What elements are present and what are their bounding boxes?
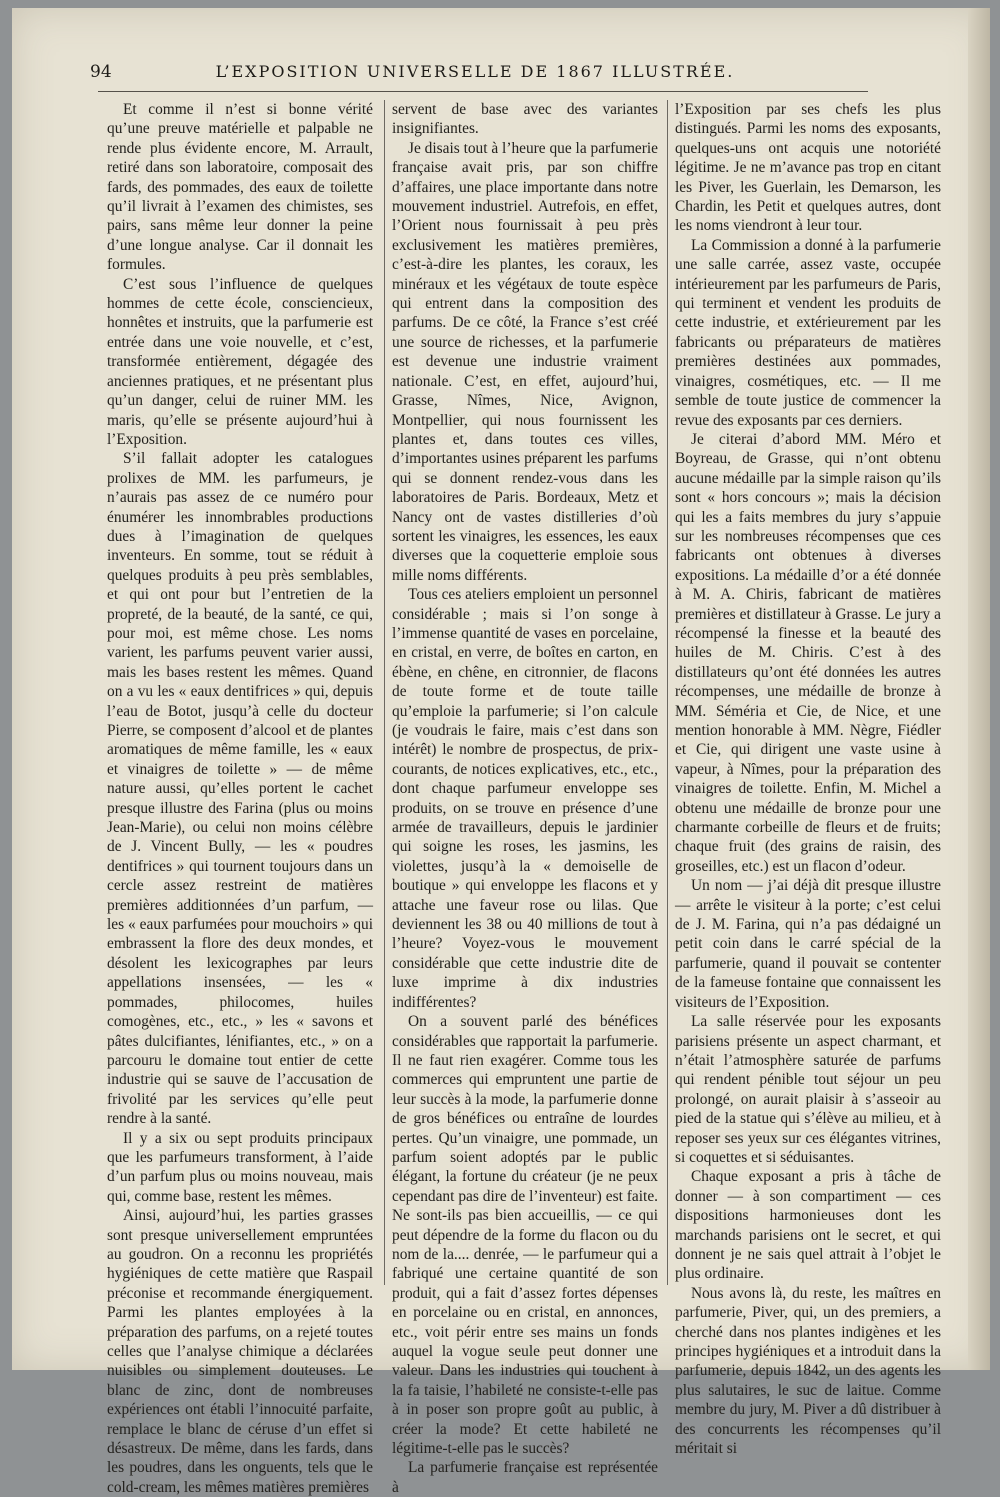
paragraph: Chaque exposant a pris à tâche de donner — à son compartiment — ces dispositions harmonieuses dont les marchands parisiens ont le secret, et qui donnent je ne sais quel attrait à l’objet le plus ordinaire. <box>675 1168 941 1283</box>
text-column-2 <box>392 100 659 1496</box>
paragraph-continuation: l’Exposition par ses chefs les plus distingués. Parmi les noms des exposants, quelques-uns ont acquis une notoriété légitime. Je ne m’avance pas trop en citant les Piver, les Guerlain, les Demarson, les Chardin, les Petit et quelques autres, dont les noms viendront à leur tour. <box>675 101 941 235</box>
page-header <box>90 62 860 86</box>
paragraph: La salle réservée pour les exposants parisiens présente un aspect charmant, et n’était l’atmosphère saturée de parfums qui rendent pénible tout séjour un peu prolongé, on aurait plaisir à s’asseoir au pied de la statue qui s’élève au milieu, et à reposer ses yeux sur ces élégantes vitrines, si coquettes et si séduisantes. <box>675 1013 941 1166</box>
text-column-3 <box>675 100 941 1458</box>
text-column-1 <box>107 100 373 1496</box>
page-edge <box>968 8 990 1370</box>
column-divider <box>667 100 668 1285</box>
paragraph: Je citerai d’abord MM. Méro et Boyreau, de Grasse, qui n’ont obtenu aucune médaille par la simple raison qu’ils sont « hors concours »; mais la décision qui les a faits membres du jury s’appuie sur les nombreuses récompenses que ces fabricants ont obtenues à diverses expositions. La médaille d’or a été donnée à M. A. Chiris, fabricant de matières premières et distillateur à Grasse. Le jury a récompensé la finesse et la beauté des huiles de M. Chiris. C’est à des distillateurs qu’ont été données les autres récompenses, une médaille de bronze à MM. Séméria et Cie, de Nice, et une mention honorable à MM. Nègre, Fiédler et Cie, qui dirigent une vaste usine à vapeur, à Nîmes, pour la préparation des vinaigres de toilette. Enfin, M. Michel a obtenu une médaille de bronze pour une charmante corbeille de fleurs et de fruits; chaque fruit (des grains de raisin, des groseilles, etc.) est un flacon d’odeur. <box>675 430 941 875</box>
paragraph: S’il fallait adopter les catalogues prolixes de MM. les parfumeurs, je n’aurais pas assez de ce numéro pour énumérer les innombrables productions dues à l’imagination de quelques inventeurs. En somme, tout se réduit à quelques produits à peu près semblables, et qui ont pour but l’entretien de la propreté, de la beauté, de la santé, ce qui, pour moi, est même chose. Les noms varient, les parfums peuvent varier aussi, mais les bases restent les mêmes. Quand on a vu les « eaux dentifrices » qui, depuis l’eau de Botot, jusqu’à celle du docteur Pierre, se composent d’alcool et de plantes aromatiques de même famille, les « eaux et vinaigres de toilette » — de même nature aussi, qu’elles portent le cachet presque illustre des Farina (plus ou moins Jean-Marie), ou celui non moins célèbre de J. Vincent Bully, — les « poudres dentifrices » qui tournent toujours dans un cercle assez restreint de matières premières additionnées d’un parfum, — les « eaux parfumées pour mouchoirs » qui embrassent la flore des deux mondes, et désolent les lexicographes par leurs appellations insensées, — les « pommades, philocomes, huiles comogènes, etc., etc., » les « savons et pâtes dulcifiantes, lénifiantes, etc., » on a parcouru le domaine tout entier de cette industrie qui se sauve de l’accusation de frivolité par les services qu’elle peut rendre à la santé. <box>107 450 373 1128</box>
paragraph: Je disais tout à l’heure que la parfumerie française avait pris, par son chiffre d’affaires, une place importante dans notre mouvement industriel. Autrefois, en effet, l’Orient nous fournissait à peu près exclusivement les matières premières, c’est-à-dire les plantes, les coraux, les minéraux et les végétaux de toute espèce qui entrent dans la composition des parfums. De ce côté, la France s’est créé une source de richesses, et la parfumerie est devenue une industrie vraiment nationale. C’est, en effet, aujourd’hui, Grasse, Nîmes, Nice, Avignon, Montpellier, qui nous fournissent les plantes et, dans toutes ces villes, d’importantes usines préparent les parfums qui se donnent rendez-vous dans les laboratoires de Paris. Bordeaux, Metz et Nancy ont de vastes distilleries d’où sortent les vinaigres, les essences, les eaux diverses que la coquetterie emploie sous mille noms différents. <box>392 139 659 584</box>
paragraph: Tous ces ateliers emploient un personnel considérable ; mais si l’on songe à l’immense quantité de vases en porcelaine, en cristal, en verre, de boîtes en carton, en ébène, en chêne, en citronnier, de flacons de toute forme et de toute taille qu’emploie la parfumerie; si l’on calcule (je voudrais le faire, mais c’est dans son intérêt) le nombre de prospectus, de prix-courants, de notices explicatives, etc., etc., dont chaque parfumeur enveloppe ses produits, on se trouve en présence d’une armée de travailleurs, depuis le jardinier qui soigne les roses, les jasmins, les violettes, jusqu’à la « demoiselle de boutique » qui enveloppe les flacons et y attache une faveur rose ou lilas. Que deviennent les 38 ou 40 millions de tout à l’heure? Voyez-vous le mouvement considérable que cette industrie dite de luxe imprime à dix industries indifférentes? <box>392 586 658 1011</box>
paragraph: On a souvent parlé des bénéfices considérables que rapportait la parfumerie. Il ne faut rien exagérer. Comme tous les commerces qui empruntent une partie de leur succès à la mode, la parfumerie donne de gros bénéfices ou entraîne de lourdes pertes. Qu’un vinaigre, une pommade, un parfum soient adoptés par le public élégant, la fortune du créateur (je ne peux cependant pas dire de l’inventeur) est faite. Ne sont-ils pas bien accueillis, — ce qui peut dépendre de la forme du flacon ou du nom de la.... denrée, — le parfumeur qui a fabriqué une certaine quantité de son produit, qui a fait d’assez fortes dépenses en porcelaine ou en cristal, en annonces, etc., voit périr entre ses mains un fonds auquel la vogue seule peut donner une valeur. Dans les industries qui touchent à la fa taisie, l’habileté ne consiste-t-elle pas à in poser son propre goût au public, à créer la mode? Et cette habileté ne légitime-t-elle pas le succès? <box>392 1013 658 1458</box>
page-number: 94 <box>90 62 112 82</box>
paragraph: Ainsi, aujourd’hui, les parties grasses sont presque universellement empruntées au goudron. On a reconnu les propriétés hygiéniques de cette matière que Raspail préconise et recommande énergiquement. Parmi les plantes employées à la préparation des parfums, on a rejeté toutes celles que l’analyse chimique a déclarées nuisibles ou simplement douteuses. Le blanc de zinc, dont de nombreuses expériences ont établi l’innocuité parfaite, remplace le blanc de céruse d’un effet si désastreux. De même, dans les fards, dans les poudres, dans les onguents, tels que le cold-cream, les mêmes matières premières <box>107 1207 373 1496</box>
running-title: L’EXPOSITION UNIVERSELLE DE 1867 ILLUSTRÉE. <box>215 62 735 81</box>
paragraph: Un nom — j’ai déjà dit presque illustre — arrête le visiteur à la porte; c’est celui de J. M. Farina, qui n’a pas dédaigné un petit coin dans le carré spécial de la parfumerie, quand il pouvait se contenter de la fameuse fontaine que connaissent les visiteurs de l’Exposition. <box>675 877 941 1011</box>
paragraph: La Commission a donné à la parfumerie une salle carrée, assez vaste, occupée intérieurement par les parfumeurs de Paris, qui terminent et vendent les produits de cette industrie, et extérieurement par les fabricants ou préparateurs de matières premières destinées aux pommades, vinaigres, cosmétiques, etc. — Il me semble de toute justice de commencer la revue des exposants par ces derniers. <box>675 236 941 429</box>
paragraph: Il y a six ou sept produits principaux que les parfumeurs transforment, à l’aide d’un parfum plus ou moins nouveau, mais qui, comme base, restent les mêmes. <box>107 1129 373 1205</box>
paragraph: La parfumerie française est représentée à <box>392 1459 658 1496</box>
column-divider <box>384 100 385 1285</box>
paragraph-continuation: servent de base avec des variantes insignifiantes. <box>392 101 658 138</box>
paragraph: Et comme il n’est si bonne vérité qu’une preuve matérielle et palpable ne rende plus évidente encore, M. Arrault, retiré dans son laboratoire, composait des fards, des pommades, des eaux de toilette qu’il livrait à l’examen des chimistes, ses pairs, sans même leur donner la peine d’une longue analyse. Car il donnait les formules. <box>107 101 373 274</box>
paragraph: Nous avons là, du reste, les maîtres en parfumerie, Piver, qui, un des premiers, a cherché dans nos plantes indigènes et les principes hygiéniques et a introduit dans la parfumerie, depuis 1842, un des agents les plus salutaires, le suc de laitue. Comme membre du jury, M. Piver a dû distribuer à des concurrents les récompenses qu’il méritait si <box>675 1284 941 1458</box>
paragraph: C’est sous l’influence de quelques hommes de cette école, consciencieux, honnêtes et instruits, que la parfumerie est entrée dans une voie nouvelle, et c’est, transformée entièrement, dégagée des anciennes pratiques, et ne présentant plus qu’un danger, celui de ruiner MM. les maris, qu’elle se présente aujourd’hui à l’Exposition. <box>107 275 373 448</box>
header-rule <box>98 91 868 92</box>
